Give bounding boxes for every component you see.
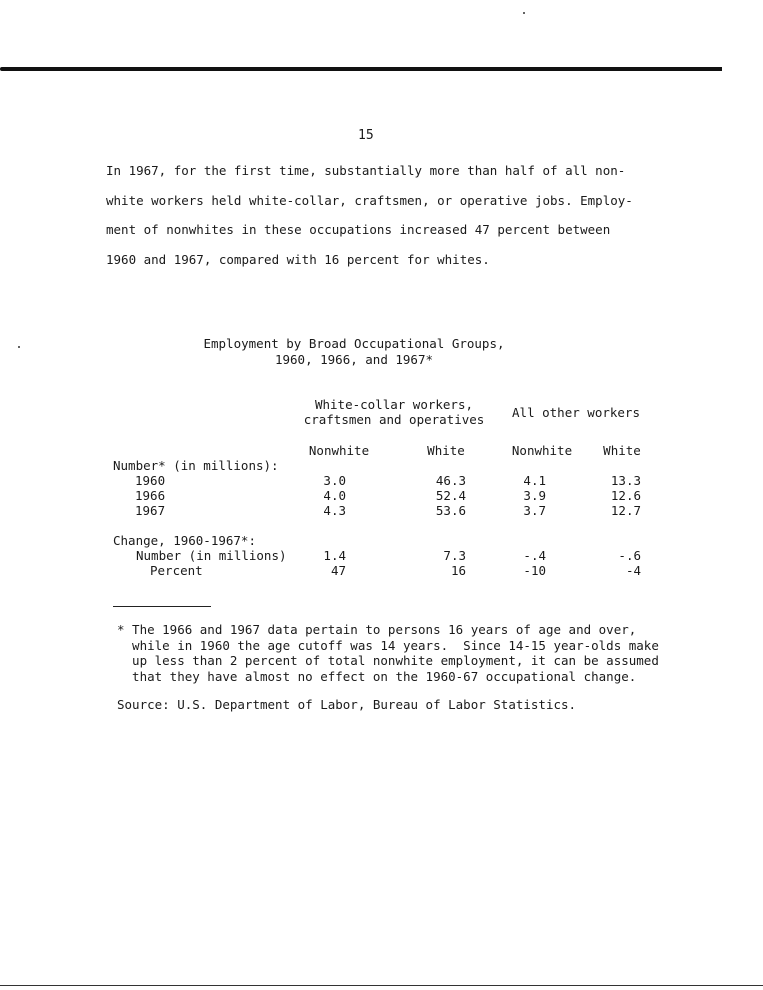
- footnote-line: that they have almost no effect on the 1960-67 occupational change.: [117, 668, 637, 684]
- table-cell: 4.3: [323, 503, 346, 518]
- scan-speck: [523, 12, 525, 14]
- body-paragraph: [106, 156, 666, 274]
- table-cell: -.6: [618, 548, 641, 563]
- table-cell: 3.0: [323, 473, 346, 488]
- group-header-other: All other workers: [512, 405, 640, 420]
- table-cell: -10: [523, 563, 546, 578]
- table-cell: 4.1: [523, 473, 546, 488]
- row-label-1967: 1967: [135, 503, 166, 518]
- paragraph-line: In 1967, for the first time, substantially more than half of all non-: [106, 163, 626, 178]
- col-header-nonwhite-1: Nonwhite: [308, 443, 370, 458]
- bottom-rule: [0, 985, 763, 986]
- table-cell: 46.3: [435, 473, 466, 488]
- table-cell: 47: [330, 563, 346, 578]
- section-label-number: Number* (in millions):: [113, 458, 279, 473]
- table-cell: 12.6: [610, 488, 641, 503]
- table-cell: 3.7: [523, 503, 546, 518]
- top-rule: [0, 67, 722, 71]
- table-cell: 52.4: [435, 488, 466, 503]
- table-cell: -4: [625, 563, 641, 578]
- row-label-percent: Percent: [150, 563, 203, 578]
- table-title: [150, 336, 558, 368]
- section-label-change: Change, 1960-1967*:: [113, 533, 256, 548]
- footnote: [117, 622, 659, 684]
- footnote-line: up less than 2 percent of total nonwhite employment, it can be assumed: [117, 653, 659, 668]
- table-cell: 12.7: [610, 503, 641, 518]
- table-cell: 16: [450, 563, 466, 578]
- table-cell: -.4: [523, 548, 546, 563]
- paragraph-line: 1960 and 1967, compared with 16 percent for whites.: [106, 251, 490, 267]
- col-header-white-1: White: [427, 443, 465, 458]
- table-cell: 3.9: [523, 488, 546, 503]
- group-header-line: White-collar workers,: [314, 397, 474, 412]
- table-cell: 13.3: [610, 473, 641, 488]
- col-header-white-2: White: [603, 443, 641, 458]
- table-cell: 7.3: [443, 548, 466, 563]
- group-header-line: craftsmen and operatives: [303, 412, 485, 427]
- row-label-1960: 1960: [135, 473, 166, 488]
- paragraph-line: white workers held white-collar, craftsmen, or operative jobs. Employ-: [106, 192, 633, 208]
- source-note: Source: U.S. Department of Labor, Bureau of Labor Statistics.: [117, 697, 577, 712]
- footnote-divider: [113, 606, 211, 607]
- scan-speck: [18, 346, 20, 348]
- table-cell: 53.6: [435, 503, 466, 518]
- table-cell: 1.4: [323, 548, 346, 563]
- paragraph-line: ment of nonwhites in these occupations increased 47 percent between: [106, 222, 611, 237]
- table-cell: 4.0: [323, 488, 346, 503]
- footnote-line: while in 1960 the age cutoff was 14 years. Since 14-15 year-olds make: [117, 637, 659, 653]
- table-title-line: Employment by Broad Occupational Groups,: [203, 336, 505, 351]
- table-title-line: 1960, 1966, and 1967*: [274, 352, 434, 367]
- row-label-number-millions: Number (in millions): [136, 548, 287, 563]
- footnote-line: * The 1966 and 1967 data pertain to persons 16 years of age and over,: [117, 622, 637, 637]
- col-header-nonwhite-2: Nonwhite: [511, 443, 573, 458]
- row-label-1966: 1966: [135, 488, 166, 503]
- group-header-white-collar: [296, 397, 492, 427]
- page-number: 15: [358, 128, 374, 143]
